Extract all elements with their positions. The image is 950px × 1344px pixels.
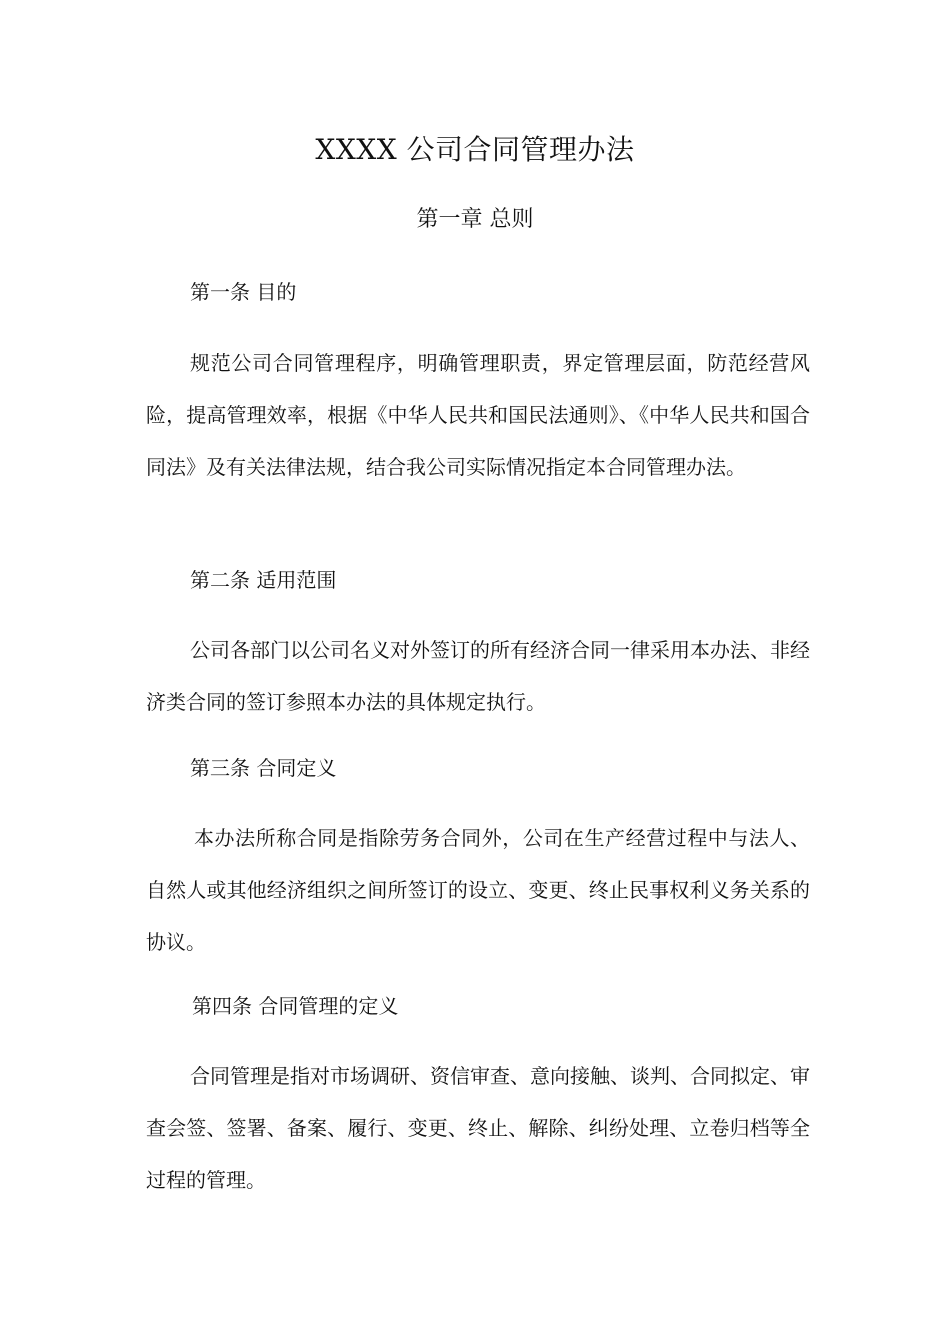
article-1-text: 规范公司合同管理程序，明确管理职责，界定管理层面，防范经营风险，提高管理效率，根据《中华人民共和国民法通则》、《中华人民共和国合同法》及有关法律法规，结合我公司实际情况指定本合同管理办法。 <box>146 351 810 479</box>
article-2-heading: 第二条 适用范围 <box>190 568 337 592</box>
article-1-heading: 第一条 目的 <box>190 280 297 304</box>
chapter-heading: 第一章 总则 <box>416 207 534 232</box>
article-3-text: 本办法所称合同是指除劳务合同外，公司在生产经营过程中与法人、自然人或其他经济组织之间所签订的设立、变更、终止民事权利义务关系的协议。 <box>146 826 810 954</box>
article-3-heading: 第三条 合同定义 <box>190 756 337 780</box>
document-title: XXXX 公司合同管理办法 <box>315 133 635 166</box>
article-4-text: 合同管理是指对市场调研、资信审查、意向接触、谈判、合同拟定、审查会签、签署、备案、履行、变更、终止、解除、纠纷处理、立卷归档等全过程的管理。 <box>146 1064 810 1192</box>
article-4-heading: 第四条 合同管理的定义 <box>192 994 399 1018</box>
article-2-text: 公司各部门以公司名义对外签订的所有经济合同一律采用本办法、非经济类合同的签订参照本办法的具体规定执行。 <box>146 638 810 714</box>
